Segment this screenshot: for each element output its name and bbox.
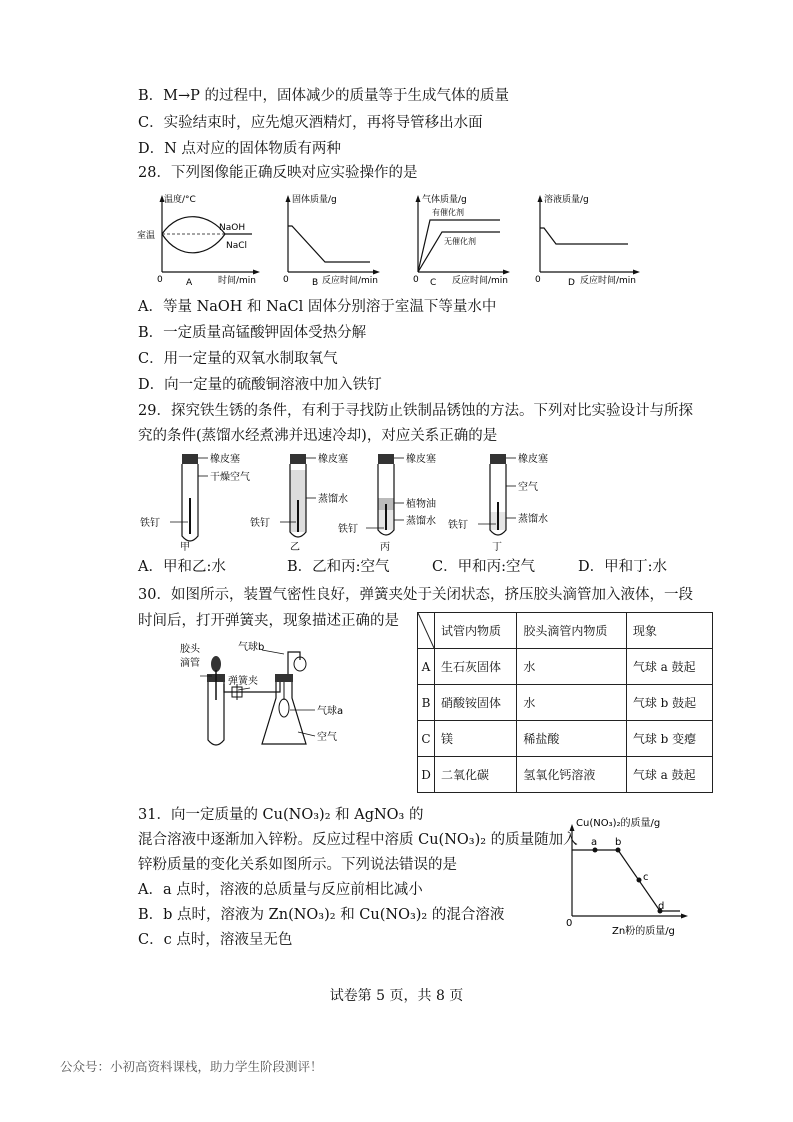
table-cell: 水 <box>517 685 626 721</box>
tube-jia-nail: 铁钉 <box>140 518 160 529</box>
table-cell: 生石灰固体 <box>435 649 517 685</box>
graph-b-letter: B <box>312 278 319 288</box>
table-row <box>418 757 713 793</box>
point-c <box>637 878 642 883</box>
q29-option-c: C．甲和丙:空气 <box>432 559 535 575</box>
apparatus-label-air: 空气 <box>317 732 337 743</box>
tube-jia-name: 甲 <box>180 542 190 553</box>
q30-table <box>417 612 713 793</box>
tube-ding <box>478 454 516 535</box>
apparatus-label-balloon-a: 气球a <box>317 706 344 717</box>
tube-yi-label-0: 橡皮塞 <box>318 454 348 465</box>
q29-option-d: D．甲和丁:水 <box>578 559 668 575</box>
q30-stem-2: 时间后，打开弹簧夹，现象描述正确的是 <box>138 613 399 629</box>
graph-a-series-nacl: NaCl <box>226 241 248 251</box>
q31-origin: 0 <box>566 918 573 929</box>
tube-yi <box>280 454 316 537</box>
graph-b-ylabel: 固体质量/g <box>292 195 337 205</box>
graph-c-ylabel: 气体质量/g <box>422 195 467 205</box>
q27-option-c: C．实验结束时，应先熄灭酒精灯，再将导管移出水面 <box>138 115 483 131</box>
table-header-cell: 胶头滴管内物质 <box>517 613 626 649</box>
apparatus-label-dropper2: 滴管 <box>180 658 200 669</box>
point-c-label: c <box>643 872 649 883</box>
table-row <box>418 649 713 685</box>
q31-stem-2: 混合溶液中逐渐加入锌粉。反应过程中溶质 Cu(NO₃)₂ 的质量随加入 <box>138 832 578 848</box>
q31-option-a: A．a 点时，溶液的总质量与反应前相比减小 <box>138 882 423 898</box>
tube-ding-label-1: 空气 <box>518 482 538 493</box>
q27-option-b: B．M→P 的过程中，固体减少的质量等于生成气体的质量 <box>138 88 510 104</box>
table-cell: 稀盐酸 <box>517 721 626 757</box>
table-cell: C <box>418 721 435 757</box>
table-cell: 镁 <box>435 721 517 757</box>
q29-option-a: A．甲和乙:水 <box>138 559 226 575</box>
graph-a-letter: A <box>186 278 193 288</box>
q31-ylabel: Cu(NO₃)₂的质量/g <box>576 818 661 829</box>
point-b-label: b <box>615 837 622 848</box>
table-header-row <box>418 613 713 649</box>
table-cell: D <box>418 757 435 793</box>
apparatus-label-clamp: 弹簧夹 <box>228 676 258 687</box>
table-cell: 水 <box>517 649 626 685</box>
q29-stem-1: 29．探究铁生锈的条件，有利于寻找防止铁制品锈蚀的方法。下列对比实验设计与所探 <box>138 403 693 419</box>
point-a <box>593 848 598 853</box>
q31-stem-3: 锌粉质量的变化关系如图所示。下列说法错误的是 <box>138 857 457 873</box>
graph-c-series-nocat: 无催化剂 <box>444 237 476 246</box>
tube-bing-label-0: 橡皮塞 <box>406 454 436 465</box>
q28-graph-c <box>400 190 525 290</box>
point-b <box>616 848 621 853</box>
page-footer: 试卷第 5 页，共 8 页 <box>329 988 464 1004</box>
apparatus-label-dropper: 胶头 <box>180 644 200 655</box>
table-header-cell: 试管内物质 <box>435 613 517 649</box>
table-cell: 氢氧化钙溶液 <box>517 757 626 793</box>
tube-bing-label-2: 蒸馏水 <box>406 516 436 527</box>
q30-apparatus <box>180 640 370 760</box>
tube-bing-name: 丙 <box>380 542 390 553</box>
watermark-text: 公众号：小初高资料课栈，助力学生阶段测评！ <box>60 1059 323 1074</box>
tube-ding-name: 丁 <box>492 542 502 553</box>
tube-yi-nail: 铁钉 <box>250 518 270 529</box>
tube-ding-label-2: 蒸馏水 <box>518 514 548 525</box>
q30-stem-1: 30．如图所示，装置气密性良好，弹簧夹处于关闭状态，挤压胶头滴管加入液体，一段 <box>138 587 693 603</box>
graph-c-letter: C <box>430 278 437 288</box>
q28-graph-d <box>530 190 655 290</box>
graph-b-xlabel: 反应时间/min <box>322 276 379 286</box>
table-cell: 气球 a 鼓起 <box>626 757 712 793</box>
tube-yi-label-1: 蒸馏水 <box>318 494 348 505</box>
table-cell: 二氧化碳 <box>435 757 517 793</box>
q31-stem-1: 31．向一定质量的 Cu(NO₃)₂ 和 AgNO₃ 的 <box>138 807 424 823</box>
q28-option-c: C．用一定量的双氧水制取氧气 <box>138 351 338 367</box>
q29-option-b: B．乙和丙:空气 <box>287 559 390 575</box>
table-cell: 硝酸铵固体 <box>435 685 517 721</box>
table-row <box>418 685 713 721</box>
table-cell: B <box>418 685 435 721</box>
tube-bing-label-1: 植物油 <box>406 499 436 510</box>
tube-ding-label-0: 橡皮塞 <box>518 454 548 465</box>
table-cell: 气球 b 变瘪 <box>626 721 712 757</box>
table-cell: A <box>418 649 435 685</box>
q28-option-a: A．等量 NaOH 和 NaCl 固体分别溶于室温下等量水中 <box>138 299 497 315</box>
q31-option-b: B．b 点时，溶液为 Zn(NO₃)₂ 和 Cu(NO₃)₂ 的混合溶液 <box>138 907 505 923</box>
table-row <box>418 721 713 757</box>
table-cell: 气球 b 鼓起 <box>626 685 712 721</box>
tube-jia <box>170 454 208 541</box>
point-a-label: a <box>591 837 598 848</box>
tube-bing-nail: 铁钉 <box>338 524 358 535</box>
q28-option-d: D．向一定量的硫酸铜溶液中加入铁钉 <box>138 377 382 393</box>
q31-graph <box>560 812 700 942</box>
graph-a-ref: 室温 <box>137 231 156 241</box>
graph-a-origin: 0 <box>157 275 163 285</box>
graph-b-origin: 0 <box>283 275 289 285</box>
graph-d-letter: D <box>568 278 575 288</box>
table-header-cell: 现象 <box>626 613 712 649</box>
graph-c-series-cat: 有催化剂 <box>432 208 464 217</box>
q31-xlabel: Zn粉的质量/g <box>612 926 675 937</box>
graph-a-xlabel: 时间/min <box>218 276 257 286</box>
q29-tubes-figure <box>140 448 580 558</box>
q31-option-c: C．c 点时，溶液呈无色 <box>138 932 293 948</box>
tube-jia-label-0: 橡皮塞 <box>210 454 240 465</box>
q28-stem: 28．下列图像能正确反映对应实验操作的是 <box>138 165 418 181</box>
graph-d-origin: 0 <box>535 275 541 285</box>
graph-c-xlabel: 反应时间/min <box>452 276 509 286</box>
tube-yi-name: 乙 <box>290 542 300 553</box>
graph-a-ylabel: 温度/°C <box>164 195 196 205</box>
graph-a-series-naoh: NaOH <box>219 223 246 233</box>
graph-d-xlabel: 反应时间/min <box>580 276 637 286</box>
table-cell: 气球 a 鼓起 <box>626 649 712 685</box>
q29-stem-2: 究的条件(蒸馏水经煮沸并迅速冷却)，对应关系正确的是 <box>138 428 498 444</box>
point-d-label: d <box>658 901 665 912</box>
graph-d-ylabel: 溶液质量/g <box>544 195 589 205</box>
tube-ding-nail: 铁钉 <box>448 520 468 531</box>
tube-jia-label-1: 干燥空气 <box>210 472 250 483</box>
q28-graph-a <box>137 190 265 290</box>
graph-c-origin: 0 <box>413 275 419 285</box>
q27-option-d: D．N 点对应的固体物质有两种 <box>138 141 341 157</box>
apparatus-label-balloon-b: 气球b <box>238 642 265 653</box>
q28-graph-b <box>270 190 395 290</box>
table-header-cell <box>418 613 435 649</box>
tube-bing <box>366 454 404 535</box>
q28-option-b: B．一定质量高锰酸钾固体受热分解 <box>138 325 367 341</box>
